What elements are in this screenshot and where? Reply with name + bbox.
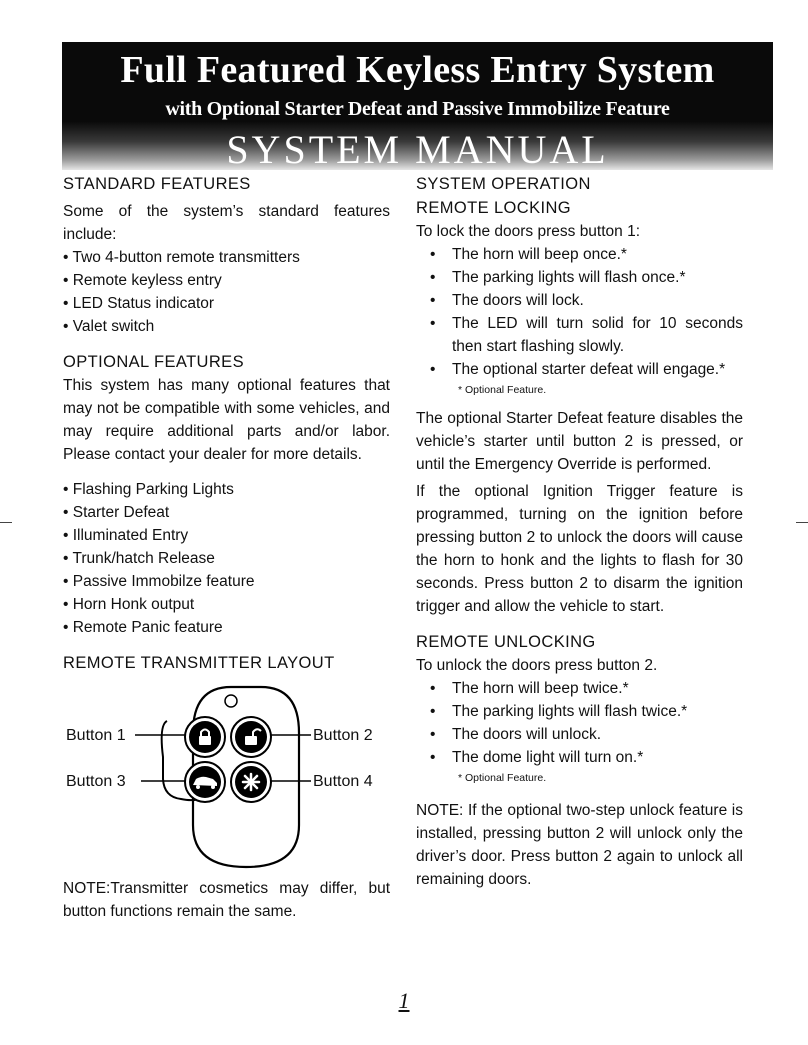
remote-diagram bbox=[63, 675, 390, 875]
list-item: • The horn will beep twice.* bbox=[430, 677, 743, 700]
right-column bbox=[416, 172, 743, 891]
list-item: • The doors will unlock. bbox=[430, 723, 743, 746]
list-item: • Two 4-button remote transmitters bbox=[63, 246, 390, 269]
list-item: • The LED will turn solid for 10 seconds then start flashing slowly. bbox=[430, 312, 743, 358]
optional-features-heading: OPTIONAL FEATURES bbox=[63, 353, 244, 371]
list-item: • Horn Honk output bbox=[63, 593, 390, 616]
manual-heading: SYSTEM MANUAL bbox=[226, 127, 609, 172]
list-item: • LED Status indicator bbox=[63, 292, 390, 315]
panic-star-icon bbox=[243, 774, 259, 790]
remote-unlocking-heading: REMOTE UNLOCKING bbox=[416, 633, 596, 651]
starter-defeat-paragraph: The optional Starter Defeat feature disables the vehicle’s starter until button 2 is pressed, or until the Emergency Override is performed. bbox=[416, 410, 743, 473]
title-banner bbox=[62, 42, 773, 170]
left-column bbox=[63, 172, 390, 923]
page-title: Full Featured Keyless Entry System bbox=[120, 49, 715, 91]
list-item: • Trunk/hatch Release bbox=[63, 547, 390, 570]
unlocking-intro: To unlock the doors press button 2. bbox=[416, 657, 658, 674]
list-item: • The parking lights will flash twice.* bbox=[430, 700, 743, 723]
system-operation-heading: SYSTEM OPERATION bbox=[416, 175, 591, 193]
led-indicator-icon bbox=[225, 695, 237, 707]
optional-footnote: * Optional Feature. bbox=[458, 772, 547, 784]
list-item: • Remote keyless entry bbox=[63, 269, 390, 292]
button-4-label: Button 4 bbox=[313, 773, 373, 790]
remote-locking-heading: REMOTE LOCKING bbox=[416, 199, 572, 217]
optional-features-list bbox=[63, 478, 390, 639]
standard-features-heading: STANDARD FEATURES bbox=[63, 175, 251, 193]
button-1-label: Button 1 bbox=[66, 727, 126, 744]
crop-mark bbox=[796, 522, 808, 523]
list-item: • Valet switch bbox=[63, 315, 390, 338]
list-item: • Flashing Parking Lights bbox=[63, 478, 390, 501]
transmitter-note: NOTE:Transmitter cosmetics may differ, but button functions remain the same. bbox=[63, 880, 390, 920]
remote-layout-heading: REMOTE TRANSMITTER LAYOUT bbox=[63, 654, 335, 672]
list-item: • The optional starter defeat will engage.* bbox=[430, 358, 743, 381]
list-item: • Illuminated Entry bbox=[63, 524, 390, 547]
ignition-trigger-paragraph: If the optional Ignition Trigger feature is programmed, turning on the ignition before pressing button 2 to unlock the doors will cause the horn to honk and the lights to flash for 30 seconds. Press button 2 to disarm the ignition trigger and allow the vehicle to start. bbox=[416, 483, 743, 615]
standard-features-intro: Some of the system’s standard features include: bbox=[63, 203, 390, 243]
locking-list bbox=[416, 243, 743, 381]
optional-features-intro: This system has many optional features that may not be compatible with some vehicles, and may require additional parts and/or labor. Please contact your dealer for more details. bbox=[63, 377, 390, 463]
list-item: • The parking lights will flash once.* bbox=[430, 266, 743, 289]
button-3-label: Button 3 bbox=[66, 773, 126, 790]
two-step-unlock-note: NOTE: If the optional two-step unlock feature is installed, pressing button 2 will unlock only the driver’s door. Press button 2 again to unlock all remaining doors. bbox=[416, 802, 743, 888]
unlocking-list bbox=[416, 677, 743, 769]
optional-footnote: * Optional Feature. bbox=[458, 384, 547, 396]
list-item: • The doors will lock. bbox=[430, 289, 743, 312]
button-2-label: Button 2 bbox=[313, 727, 373, 744]
page-subtitle: with Optional Starter Defeat and Passive Immobilize Feature bbox=[165, 98, 670, 120]
list-item: • Passive Immobilze feature bbox=[63, 570, 390, 593]
list-item: • The dome light will turn on.* bbox=[430, 746, 743, 769]
crop-mark bbox=[0, 522, 12, 523]
list-item: • The horn will beep once.* bbox=[430, 243, 743, 266]
list-item: • Starter Defeat bbox=[63, 501, 390, 524]
page-number: 1 bbox=[398, 988, 410, 1013]
list-item: • Remote Panic feature bbox=[63, 616, 390, 639]
standard-features-list bbox=[63, 246, 390, 338]
locking-intro: To lock the doors press button 1: bbox=[416, 223, 641, 240]
